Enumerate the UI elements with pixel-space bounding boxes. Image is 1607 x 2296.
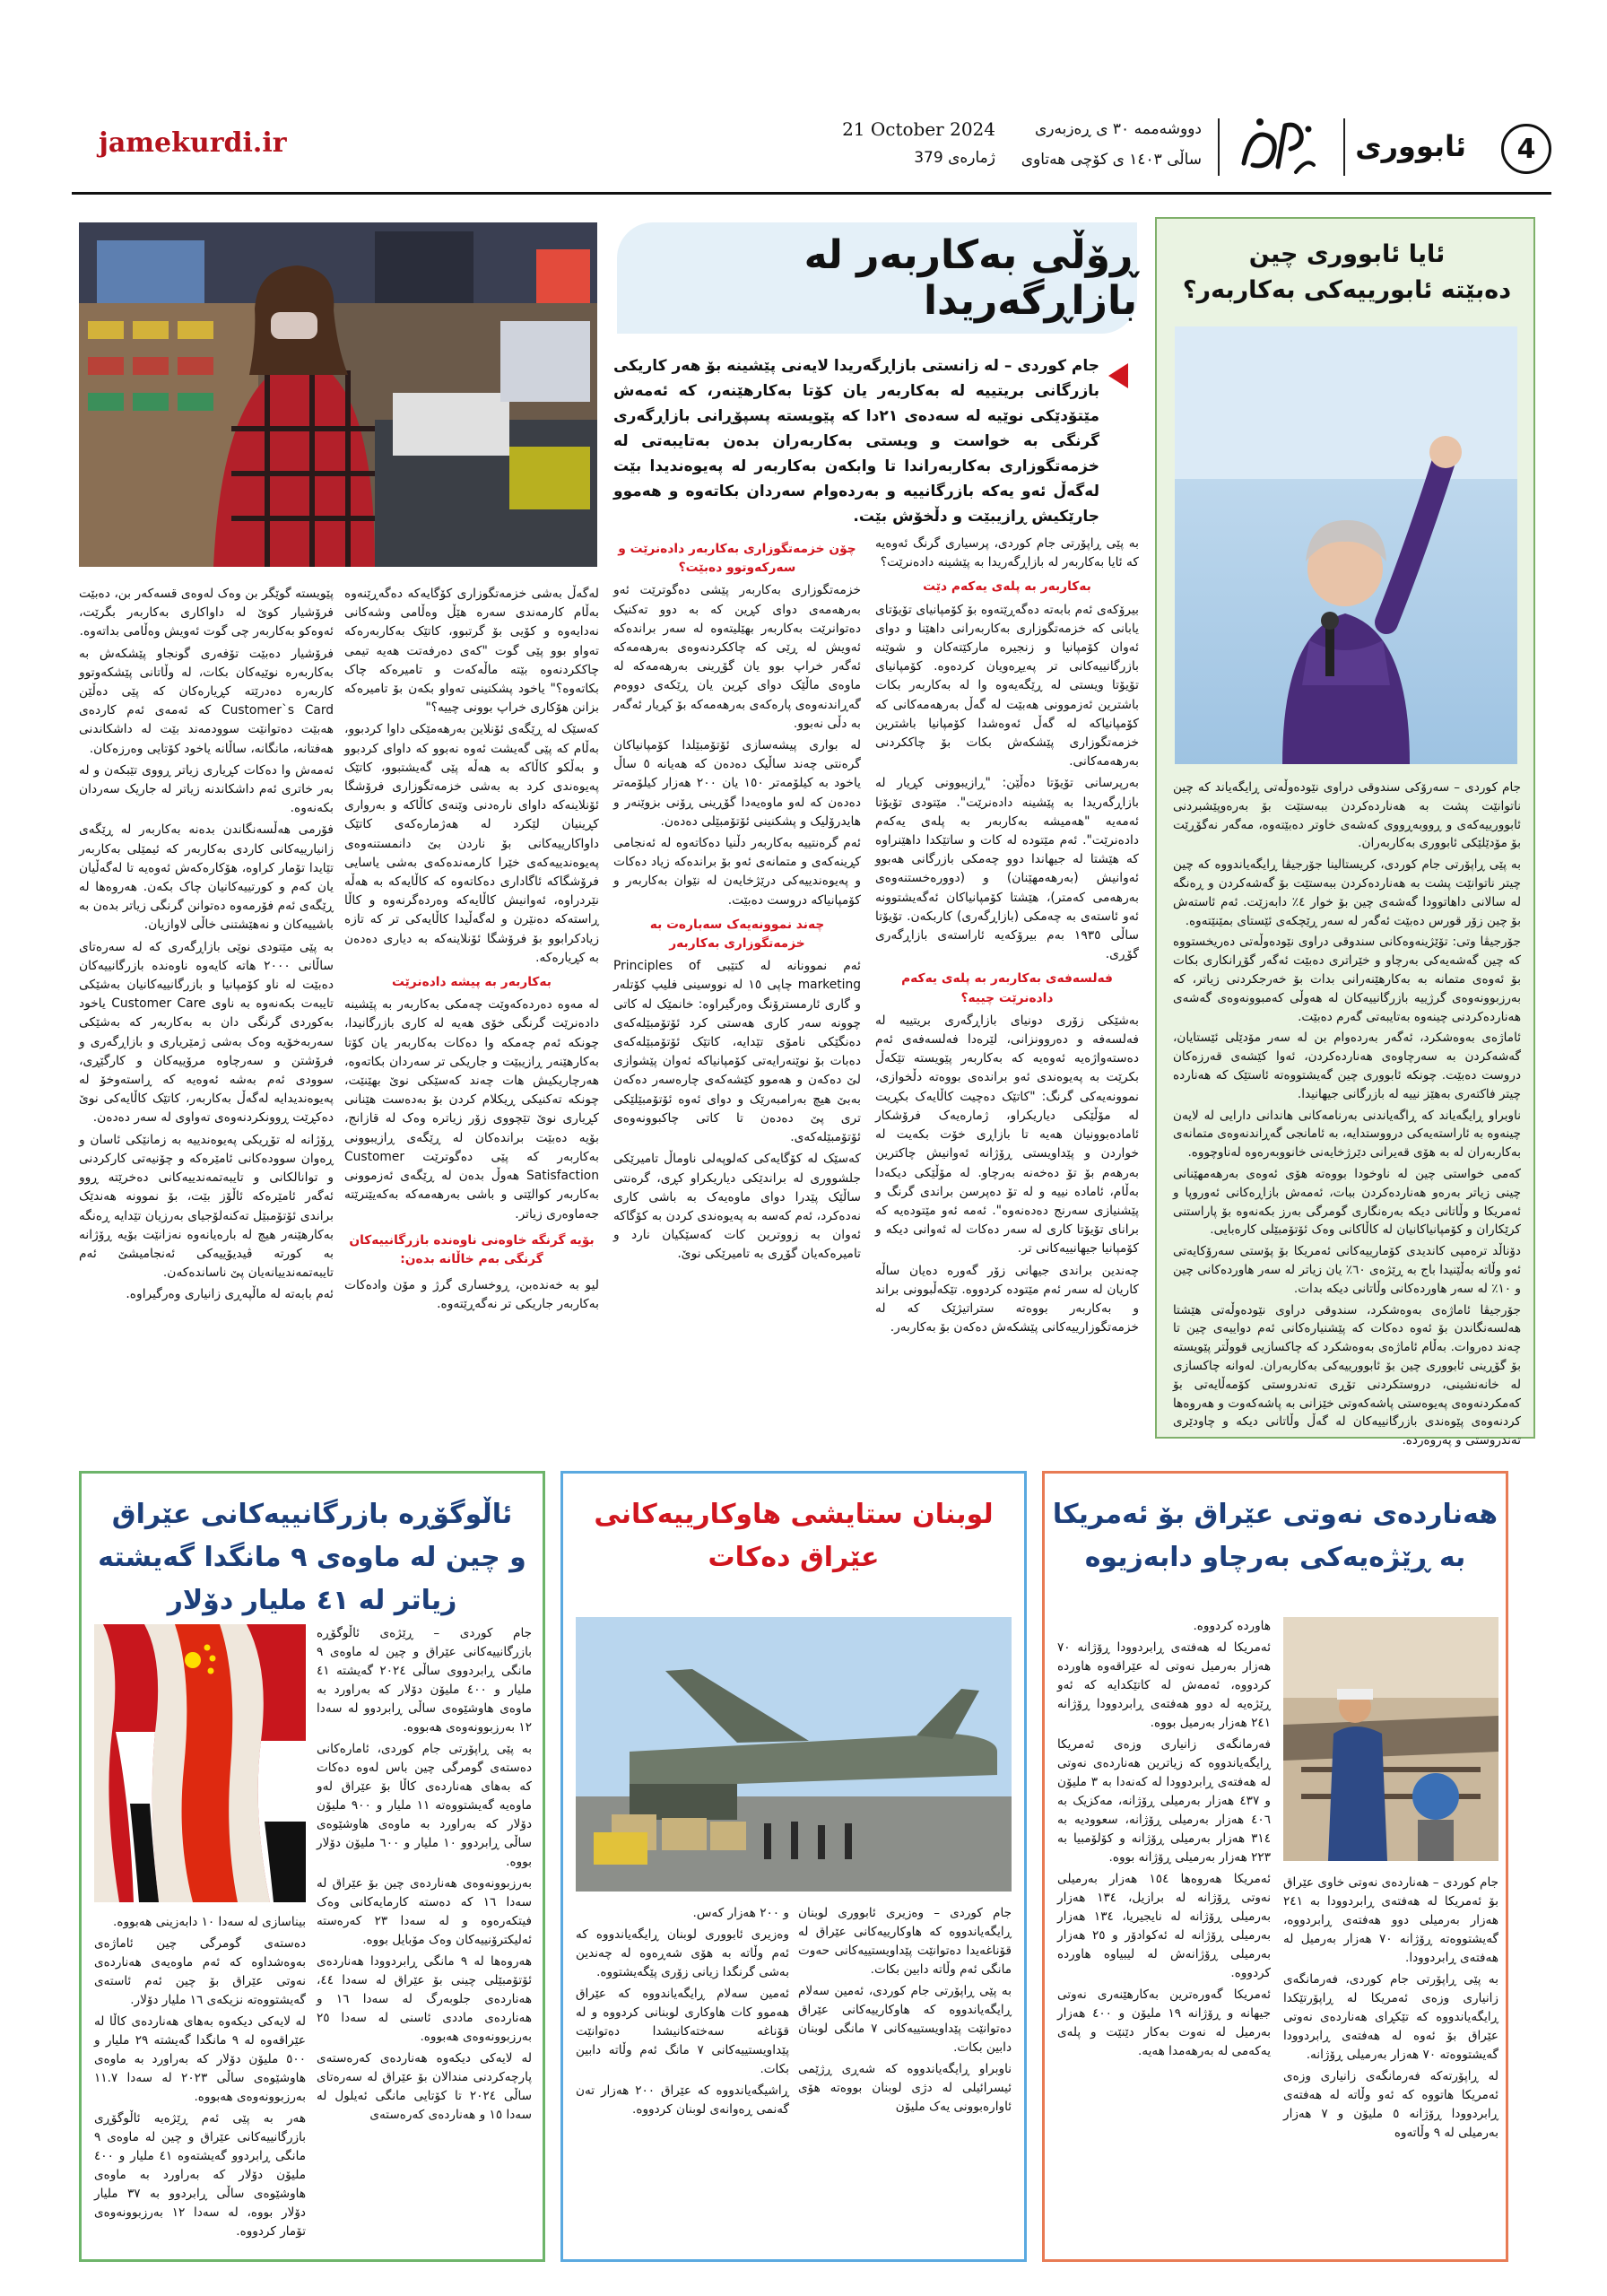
page-number: 4	[1501, 124, 1551, 174]
paragraph: ئەمریکا گەورەترین بەکارهێنەری نەوتی جیهانە و ڕۆژانە ١٩ ملیۆن و ٤٠٠ هەزار بەرمیل لە نەوت بەکار دێنێت و پلەی یەکەمی لە بەرهەمدا هەیە.	[1057, 1987, 1272, 2058]
aid-text-right	[798, 1904, 1012, 2250]
paragraph: ئاماژەی بەوەشکرد، ئەگەر بەردەوام بن لە سەر مۆدێلی ئێستایان، گەشەکردن بە سەرچاوەی هەناردەکردن، ئەوا کێشەی قەرزەکان دروست دەبێت. چونکە ئابووری چین گەیشتووەتە ئاستێک کە هەناردە چیتر فاکتەری بەهێز نییە لە بازرگانی جیهانیدا.	[1173, 1031, 1521, 1101]
paragraph: ئەمریکا هەروەها ١٥٤ هەزار بەرمیلی نەوتی ڕۆژانە لە برازیل، ١٣٤ هەزار بەرمیلی ڕۆژانە لە نایجیریا، ١٣٤ هەزار بەرمیلی ڕۆژانە لە ئەکوادۆر و ٢٥ هەزار بەرمیلی ڕۆژانەش لە لیبیاوە هاوردە کردووە.	[1057, 1872, 1272, 1980]
paragraph: کەمی خواستی چین لە ناوخودا بووەتە هۆی ئەوەی بەرهەمهێنانی چینی زیاتر بەرەو هەناردەکردن ببات، ئەمەش بازاڕەکانی ئەوروپا و ئەمریکا و وڵاتانی دیکە بەرەنگاری گومرگی بەرز بکەنەوە بۆ پاراستنی کرێکاران و کۆمپانیاکانیان لە کاڵاکانی وەک ئۆتۆمبێلی کارەبایی.	[1173, 1166, 1521, 1238]
article-column-3	[344, 585, 599, 1439]
column-subheading: بەکاربەر بە پلەی یەکەم دێت	[923, 579, 1091, 595]
speaker-photo	[1175, 326, 1517, 764]
section-name: ئابووری	[1355, 129, 1466, 163]
issue-date-english: 21 October 2024	[842, 118, 995, 140]
header-divider	[1218, 118, 1220, 176]
paragraph: ئەمریکا لە هەفتەی ڕابردوودا ڕۆژانە ٧٠ هەزار بەرمیل نەوتی لە عێراقەوە هاوردە کردووە، ئەمەش لە کاتێکدایە کە ئەو ڕێژەیە لە دوو هەفتەی ڕابردوودا ڕۆژانە ٢٤١ هەزار بەرمیل بووە.	[1057, 1640, 1271, 1730]
paragraph: جام کوردی – ڕێژەی ئاڵوگۆڕە بازرگانییەکانی عێراق و چین لە ماوەی ٩ مانگی ڕابردووی ساڵی ٢٠٢٤ گەیشتە ٤١ ملیار و ٤٠٠ ملیۆن دۆلار کە بەراورد بە ماوەی هاوشێوەی ساڵی ڕابردوو لە سەدا ١٢ بەرزبوونەوەی هەبووە.	[317, 1626, 533, 1735]
paragraph: دەستەی گومرگی چین ئاماژەی بەوەشداوە کە ئەم ماوەیەی هەناردەی نەوتی عێراق بۆ چین ئەم ئاستەی گەیشتووەتە نزیکەی ١٦ ملیار دۆلار.	[94, 1936, 306, 2007]
sidebar-headline: ئایا ئابووری چین دەبێتە ئابورییەکی بەکاربەر؟	[1182, 240, 1512, 304]
aid-text-left	[576, 1904, 789, 2250]
paragraph: جام کوردی – وەزیری ئابووری لوبنان ڕایگەیاندووە کە هاوکارییەکانی عێراق لە قۆناغەیدا دەتوانێت پێداویستییەکانی حەوت مانگی ئەم وڵاتە دابین بکات.	[798, 1906, 1012, 1977]
paragraph: ڕۆژانە لە تۆڕیکی پەیوەندییە بە زمانێکی ئاسان و ڕەوان سوودەکانی ئامێرەکە و چۆنیەتی کارکردنی و توانالکانی و تایبەتمەندییەکانی دەخرێتە ڕوو ئەگەر ئامێرەکە ئاڵۆز بێت، بۆ نموونە هەندێک براندی ئۆتۆمبێل تەکنەلۆجیای بەرزیان تێدایە ڕەنگە بەکارهێنەر هیچ لە بارەیانەوە نەزانێت بۆیە ڕۆژانە بە کورتە ڤیدیۆییەکی ئەنجامیشێ ئەم تایبەتمەندییانەیان پێ ناساندەکەن.	[79, 1132, 334, 1281]
paragraph: بە پێی مێتودی نوێی بازاڕگەری کە لە سەرەتای ساڵانی ٢٠٠٠ هاتە کایەوە ناوەندە بازرگانییەکان دەبێت لە ناو کۆمپانیا و بازرگانییەکانیان بەشێکی تایبەت بکەنەوە بە ناوی Customer Care یاخود بەکوردی گرنگی دان بە بەکاربەر کە بەشێکی سەربەخۆیە وەک بەشی ژمێریاری و بازاڕگەری و فرۆشتن و سەرچاوە مرۆییەکان و کارگێڕی، سوودی ئەم بەشە ئەوەیە کە ڕاستەوخۆ لە پەیوەندیدایە لەگەڵ بەکاربەر، کاتێک کاڵایەکی نوێ دەکڕێت ڕوونکردنەوەی تەواوی لە سەر دەدەن.	[79, 939, 334, 1126]
lead-arrow-icon	[1108, 363, 1128, 388]
paragraph: لەگەڵ بەشی خزمەتگوزاری کۆگایەکە دەگەڕێنەوە بەڵام کارمەندی سەرە هێڵ وەڵامی وشەکانی نەدایەوە و کۆیی بۆ گرتبوو، کاتێک بەکاربەرەکە تەواو بوو پێی گوت "کەی دەرفەتت هەیە تیمی چاککردنەوە بێتە ماڵەکەت و تامیرەکە چاک بکاتەوە؟" یاخود پشکنینی تەواو بکەن بۆ تامیرەکە بزانن هۆکاری خراپ بوونی چییە؟"	[344, 587, 599, 716]
column-subheading: چەند نموونەیەک سەبارەت بە خزمەتگوزاری بەکاربەر	[649, 917, 825, 952]
paragraph: لە ڕاپۆرتەکە فەرمانگەی زانیاری وزەی ئەمریکا هاتووە کە ئەو وڵاتە لە هەفتەی ڕابردوودا ڕۆژانە ٥ ملیۆن و ٧ هەزار بەرمیلی لە ٩ وڵاتەوە	[1283, 2069, 1499, 2140]
paragraph: چەندین براندی جیهانی زۆر گەورە دەیان ساڵە کاریان لە سەر ئەم مێتودە کردووە. تێکەڵبوونی براند و بەکاربەر بووەتە ستراتیژێک کە لە خزمەتگوزارییەکانی پێشکەش دەکەن بۆ بەکاربەر.	[875, 1263, 1139, 1335]
paragraph: لە بواری پیشەسازی ئۆتۆمبێلدا کۆمپانیاکان گرەنتی چەند ساڵیک دەدەن کە هەیانە ٥ ساڵ یاخود بە کیلۆمەتر ١٥٠ یان ٢٠٠ هەزار کیلۆمەتر دەدەن کە لەو ماوەیەدا گۆڕینی ڕۆنی بزوێنەر و هایدرۆلیک و پشکنینی ئۆتۆمبێلی دەدەن.	[613, 738, 861, 829]
main-headline: ڕۆڵی بەکاربەر لە بازاڕگەریدا	[804, 232, 1137, 324]
paragraph: ئەم نموونانە لە کتێبی Principles of marketing چاپی ١٥ لە نووسینی فلیپ کۆتلەر و گاری ئارمسترۆنگ وەرگیراوە: خانمێک لە کاتی چوونە سەر کاری هەستی کرد ئۆتۆمبێلەکەی دەنگێکی نامۆی تێدایە، کاتێک ئۆتۆمبێلەکەی دەبات بۆ نوێنەرایەتی کۆمپانیاکە ئەوان پێشوازی لێ دەکەن و هەموو کێشەکەی چارەسەر دەکەن بەبێ هیچ بەرامبەرێک و دوای ئەوە ئۆتۆمبێلێکی تری پێ دەدەن تا کاتی چاکبوونەوەی ئۆتۆمبێلەکەی.	[613, 959, 862, 1145]
main-lead-paragraph: جام کوردی – لە زانستی بازاڕگەریدا لایەنی پێشینە بۆ هەر کاریکی بازرگانی بریتییە لە بەکاربەر یان کۆتا بەکارهێنەر، کە ئەمەش مێتۆدێکی نوێیە لە سەدەی ٢١دا کە پێویستە پسپۆڕانی بازاڕگەری گرنگی بە خواست و ویستی بەکاربەران بدەن بەتایبەتی لە خزمەتگوزاری بەکاربەراندا تا وابکەن بەکاربەر لە پەیوەندیدا بێت لەگەڵ ئەو یەکە بازرگانییە و بەردەوام سەردان بکاتەوە و هەموو جارێکیش ڕازیبێت و دڵخۆش بێت.	[613, 357, 1099, 526]
paragraph: هاوردە کردووە.	[1193, 1619, 1271, 1633]
paragraph: و ٢٠٠ هەزار کەس.	[692, 1906, 789, 1920]
paragraph: خزمەتگوزاری بەکاربەر پێشی دەگوترێت ئەو بەرهەمەی دوای کڕین کە بە دوو تەکنیک دەتوانرێت بەکاربەر بهێلیتەوە لە سەر براندەکە ئەویش لە ڕێی کە چاککردنەوەی بەرهەمەکە ئەگەر خراپ بوو یان گۆڕینی بەرهەمەکە لە ماوەی ماڵێک دوای کڕین یان ڕێکەی دووەم گەڕاندنەوەی پارەکەی بەرهەمەکە بۆ کڕیار ئەگەر بە دڵی نەبوو.	[613, 583, 861, 731]
paragraph: بەرپرسانی تۆیۆتا دەڵێن: "ڕازیبوونی کڕیار لە بازاڕگەریدا بە پێشینە دادەنرێت". مێتودی تۆیۆتا ئەمەیە "هەمیشە بەکاربەر بە پلەی یەکەم دادەنرێت". ئەم مێتودە لە کات و ساتێکدا داهێنراوە کە هێشتا لە جیهاندا دوو چەمکی بازرگانی هەبوو ئەوانیش (بەرهەمهێنان) و (دوورەخستنەوەی بەرهەمی کەمتر)، هێشتا کۆمپانیاکان ئەگەیشتوونە ئەو ئاستەی بە چەمکی (بازاڕگەری) کاربکەن. تۆیۆتا ساڵی ١٩٣٥ بەم بیرۆکەیە ئاراستەی بازاڕگەری گۆڕی.	[875, 776, 1139, 962]
column-subheading: چۆن خزمەتگوزاری بەکاربەر دادەنرێت و سەرکەوتوو دەبێت؟	[618, 542, 856, 576]
paragraph: وەزیری ئابووری لوبنان ڕایگەیاندووە کە ئەم وڵاتە بە هۆی شەڕەوە لە چەندین بەشی گرنگدا زیانی زۆری پێگەیشتووە.	[576, 1927, 789, 1979]
paragraph: فەرمانگەی زانیاری وزەی ئەمریکا ڕایگەیاندووە کە زیاترین هەناردەی نەوتی لە هەفتەی ڕابردوودا لە کەنەدا بە ٣ ملیۆن و ٤٣٧ هەزار بەرمیلی ڕۆژانە، مەکزیک بە ٤٠٦ هەزار بەرمیلی ڕۆژانە، سعوودیە بە ٣١٤ هەزار بەرمیلی ڕۆژانە و کۆلۆمبیا بە ٢٢٣ هەزار بەرمیلی ڕۆژانە بووە.	[1057, 1737, 1272, 1865]
paragraph: جام کوردی – سەرۆکی سندوقی دراوی نێودەوڵەتی ڕایگەیاند کە چین ناتوانێت پشت بە هەناردەکردن ببەستێت بۆ بەرەوپێشبردنی ئابوورییەکەی و ڕووبەڕووی کەشەی خاوتر دەبێتەوە، مەگەر نەگۆڕێت بۆ مۆدێلێکی ئابووری بەکاربەران.	[1173, 780, 1521, 851]
paragraph: بیناسازی لە سەدا ١٠ دابەزینی هەبووە.	[113, 1915, 306, 1929]
oil-headline: هەناردەی نەوتی عێراق بۆ ئەمریکا بە ڕێژەیەکی بەرچاو دابەزیوە	[1052, 1499, 1498, 1573]
paragraph: ئەم بابەتە لە ماڵپەڕی زانیاری وەرگیراوە.	[126, 1287, 334, 1302]
sidebar-body-text	[1173, 778, 1522, 1448]
paragraph: لە مەوە دەردەکەوێت چەمکی بەکاربەر بە پێشینە دادەنرێت گرنگی خۆی هەیە لە کاری بازرگانیدا، چونکە ئەم چەمکە وا دەکات بەکاربەر یان کۆتا بەکارهێنەر ڕازیبێت و جاریکی تر سەردان بکاتەوە، هەرچاریکیش هات چەند کەسێکی نوێ بهێنێت، چونکە تەکنیکی ڕیکلام کردن بۆ بەدەست هێنانی کڕیاری نوێ تێچووی زۆر زیاترە وەک لە قازانج، بۆیە دەبێت براندەکان لە ڕێگەی ڕازیبوونی بەکاربەر کە پێی دەگوترێت Customer Satisfaction هەوڵ بدەن لە ڕێگەی ئەزموونی بەکاربەر کوالێتی و باشی بەرهەمەکە بەکەیێنرێتە جەماوەری زیاتر.	[344, 997, 599, 1222]
article-column-4	[79, 585, 334, 1439]
paragraph: فرۆشیار دەبێت تۆفەری گونجاو پێشکەش بە بەکاربەرە نوێیەکان بکات، لە وڵاتانی پێشکەوتوو کاربەرە دەدرێتە کڕیارەکان کە پێی دەڵێن Customer`s Card کە ئەمەی ئەم کاردەی هەبێت دەتوانێت سوودمەند بێت لە داشکاندنی هەفتانە، مانگانە، ساڵانە یاخود کۆتایی وەرزەکان.	[79, 646, 334, 756]
paragraph: هەروەها لە ٩ مانگی ڕابردوودا هەناردەی ئۆتۆمبێلی چینی بۆ عێراق لە سەدا ٤٤، هەناردەی جلوبەرگ لە سەدا ١٦ و هەناردەی ماددی ئاسنی لە سەدا ٢٥ بەرزبوونەوەی هەبووە.	[317, 1954, 532, 2044]
article-box-iraq-oil-exports	[1042, 1471, 1508, 2262]
paragraph: لە لایەکی دیکەوە هەناردەی کەرەستەی پارچەکردنی مندالان بۆ عێراق لە سەرەتای ساڵی ٢٠٢٤ تا کۆتایی مانگی ئەیلول لە سەدا ١٥ و هەناردەی کەرەستەی	[317, 2051, 532, 2122]
issue-number: ژمارەی 379	[914, 149, 995, 167]
paragraph: ئەمەش وا دەکات کڕیاری زیاتر ڕووی تێبکەن و لە بەر خاتری ئەم داشکاندنە زیاتر لە جاریک سەردان بکەنەوە.	[79, 762, 334, 816]
paragraph: جۆرجیڤا ئاماژەی بەوەشکرد، سندوقی دراوی نێودەوڵەتی هێشتا هەلسەنگاندن بۆ ئەوە دەکات کە پێشنیارەکانی ئەم دواییەی چین تا چەند دەروات. بەڵام ئاماژەی بەوەشکرد کە چاکسازیی قووڵتر پێویستە بۆ گۆڕینی ئابووری چین بۆ ئابوورییەکی بەکاربەران. لەوانە چاکسازی لە خانەنشینی، دروستکردنی تۆڕی تەندروستی کۆمەڵایەتی بۆ کەمکردنەوەی پەیوەستی پاشەکەوتی خێزانی بە پاشەکەوت و هەروەها کردنەوەی پێوەندی بازرگانییەکان لە گەڵ وڵاتانی دیکە و چاودێری تەندروستی و پەروەردە.	[1173, 1302, 1521, 1448]
paragraph: بە پێی ڕاپۆرتی جام کوردی، ئامارەکانی دەستەی گومرگی چین باس لەوە دەکات کە بەهای هەناردەی کاڵا بۆ عێراق لەو ماوەیە گەیشتووەتە ١١ ملیار و ٩٠٠ ملیۆن دۆلار کە بەراورد بە ماوەی هاوشێوەی ساڵی ڕابردوو ١٠ ملیار و ٦٠٠ ملیۆن دۆلار بووە.	[317, 1742, 533, 1869]
paragraph: بە پێی ڕاپۆرتی جام کوردی، ئەمین سەلام ڕایگەیاندووە کە هاوکارییەکانی عێراق دەتوانێت پێداویستییەکانی ٧ مانگی لوبنان دابین بکات.	[798, 1984, 1012, 2055]
iraq-china-flags-photo	[94, 1624, 306, 1902]
paragraph: دۆناڵد ترەمپی کاندیدی کۆمارییەکانی ئەمریکا بۆ پۆستی سەرۆکایەتی ئەو وڵاتە بەڵێنیدا باج بە ڕێژەی ٦٠٪ یان زیاتر لە سەر هاوردەکانی چین و ١٠٪ لە سەر هاوردەکانی وڵاتانی دیکە بدات.	[1173, 1244, 1522, 1296]
page-header	[72, 106, 1551, 196]
oil-field-photo	[1283, 1617, 1498, 1861]
paragraph: بە پێی ڕاپۆرتی جام کوردی، پرسیاری گرنگ ئەوەیە کە ئایا بەکاربەر لە بازاڕگەریدا بە پێشینە دادەنرێت؟	[875, 536, 1139, 570]
column-pull-quote: بۆیە گرنگە خاوەنی ناوەندە بازرگانییەکان گرنگی بەم خاڵانە بدەن:	[349, 1232, 595, 1266]
issue-date-kurdish: دووشەممە ٣٠ ی ڕەزبەری	[1034, 120, 1202, 138]
paragraph: لە لایەکی دیکەوە بەهای هەناردەی کاڵا لە عێراقەوە لە ٩ مانگدا گەیشتە ٢٩ ملیار و ٥٠٠ ملیۆن دۆلار کە بەراورد بە ماوەی هاوشێوەی ساڵی ٢٠٢٣ لە سەدا ١١.٧ بەرزبوونەوەی هەبووە.	[94, 2014, 306, 2104]
trade-headline: ئاڵوگۆڕە بازرگانییەکانی عێراق و چین لە ماوەی ٩ مانگدا گەیشتە زیاتر لە ٤١ ملیار دۆلار	[98, 1499, 526, 1616]
paragraph: ڕاشیگەیاندووە کە عێراق ٢٠٠ هەزار تەن گەنمی ڕەوانەی لوبنان کردووە.	[576, 2083, 789, 2117]
oil-text-left	[1057, 1617, 1271, 2250]
article-box-iraq-china-trade	[79, 1471, 545, 2262]
column-subheading: فەلسەفەی بەکاربەر بە پلەی یەکەم دادەنرێت چییە؟	[901, 971, 1113, 1005]
paragraph: کەسێک لە کۆگایەکی کەلوپەلی ناوماڵ تامیرێکی جلشووری لە براندێکی دیاریکراو کڕی، گرەنتی ساڵێک پێدرا دوای ماوەیەک بە باشی کاری نەدەکرد، ئەم کەسە بە پەیوەندی کردن بە کۆگاکە ئەوان بە زووترین کات کەسێکیان نارد و تامیرەکەیان گۆڕی بە تامیرێکی نوێ.	[613, 1152, 861, 1262]
header-rule	[72, 192, 1551, 195]
paragraph: بیرۆکەی ئەم بابەتە دەگەڕێتەوە بۆ کۆمپانیای تۆیۆتای یابانی کە خزمەتگوزاری بەکاربەرانی داهێنا و دوای ئەوان کۆمپانیا و زنجیرە مارکێتەکان و شوێنە بازرگانییەکانی تر پەیڕەویان کردەوە. کۆمپانیای تۆیۆتا ویستی لە ڕێگەیەوە وا لە بەکاربەر بکات باشترین ئەزموونی هەبێت لە گەڵ بەرهەمەکانی کە کۆمپانیاکە لە گەڵ ئەوەشدا کۆمپانیا باشترین خزمەتگوزاری پێشکەش بکات بۆ چاککردنی بەرهەمەکانی.	[875, 602, 1139, 770]
paragraph: ئەمین سەلام ڕایگەیاندووە کە عێراق هەموو کات هاوکاری لوبنانی کردووە و لە قۆناغە سەختەکانیشدا دەتوانێت پێداویستییەکانی ٧ مانگ ئەم وڵاتە دابین بکات.	[576, 1987, 789, 2076]
website-link[interactable]: jamekurdi.ir	[99, 127, 287, 159]
paragraph: بەرزبوونەوەی هەناردەی چین بۆ عێراق لە سەدا ١٦ کە دەستە کارمایەکانی وەک فیتکەرەوە و لە سەدا ٢٣ کەرەستە ئەلیکترۆنییەکان وەک مۆبایل بووە.	[317, 1876, 532, 1947]
paragraph: جۆرجیڤا وتی: تۆێژینەوەکانی سندوقی دراوی نێودەوڵەتی دەریخستووە کە چین گەشەیەکی بەرچاو و خێراتری دەبێت ئەگەر گۆڕانکاری بکات بۆ ئەوەی متمانە بە بەکارهێنەرانی بدات بۆ خەرجکردنی زیاتر، کە بەرزبوونەوەی گرژییە بازرگانییەکان لە هەوڵی کەمبوونەوەی گەشەی هەناردەکردنی چینەوە بەتایبەتی گەرم دەبێت.	[1173, 935, 1521, 1024]
paragraph: لیو بە خەندەبن، ڕوخساری گرژ و مۆن وادەکات بەکاربەر جاریکی تر نەگەڕێتەوە.	[344, 1278, 599, 1312]
paragraph: فۆرمی هەڵسەنگاندن بدەنە بەکاربەر لە ڕێگەی زانیارییەکانی کاردی بەکاربەر کە ئیمێلی بەکاربەر تێایدا تۆمار کراوە، هۆکارەکەش ئەوەیە تا لەگەڵیان یان کەم و کورتییەکانیان چاک بکەن. هەروەها لە ڕێگەی ئەم فۆرمەوە دەتوانن گرنگی زیاتر بدەن بە باشییەکان و نەهێشتنی خاڵی لاوازیان.	[79, 822, 334, 933]
main-headline-box	[617, 222, 1137, 334]
sidebar-article-china-economy	[1155, 217, 1535, 1448]
article-box-lebanon-aid	[560, 1471, 1027, 2262]
oil-text-right	[1283, 1874, 1498, 2250]
issue-year-kurdish: ساڵی ١٤٠٣ ی کۆچی هەتاوی	[1021, 151, 1202, 169]
paragraph: کەسێک لە ڕێگەی ئۆنلاین بەرهەمێکی داوا کردبوو، بەڵام کە پێی گەیشت ئەوە نەبوو کە داوای کردبوو و بەڵکو کاڵاکە بە هەڵە پێی گەیشتبوو، کاتێک پەیوەندی کرد بە بەشی خزمەتگوزاری فرۆشگا ئۆنلاینەکە داوای نارەدنی وێنەی کاڵاکە و بەرواری کڕینیان لێکرد لە هەژمارەکەی کاتێک داواکارییەکانی بۆ ناردن بێ دانمستنەوەی پەیوەندییەکەی خێرا کارمەندەکەی بەشی یاسایی فرۆشگاکە ئاگاداری دەکاتەوە کە کاڵایەکە بە هەڵە نێردراوە، ئەوانیش کاڵایەکە وەردەگرنەوە و کاڵا ڕاستەکە دەنێرن و لەگەڵیدا کاڵایەکی تر کە تازە زیادکرابوو بۆ فرۆشگا ئۆنلاینەکە بە دیاری دەدەن بە کڕیارەکە.	[344, 722, 599, 965]
header-divider	[1343, 118, 1345, 176]
column-subheading: بەکاربەر بە پیشە دادەنرێت	[392, 975, 552, 990]
paragraph: بە پێی ڕاپۆرتی جام کوردی، فەرمانگەی زانیاری وزەی ئەمریکا لە ڕاپۆرتێکدا ڕایگەیاندووە کە تێکڕای هەناردەی نەوتی عێراق بۆ ئەوە لە هەفتەی ڕابردوودا گەیشتووەتە ٧٠ هەزار بەرمیلی ڕۆژانە.	[1283, 1972, 1498, 2062]
paragraph: ئەم گرەنتییە بەکاربەر دڵنیا دەکاتەوە لە ئەنجامی کڕینەکەی و متمانەی ئەو بۆ براندەکە زیاد دەکات و پەیوەندییەکی درێژخایەن لە نێوان بەکاربەر و کۆمپانیاکە دروست دەبێت.	[613, 836, 861, 908]
paragraph: ناوبراو ڕایگەیاند کە ڕاگەیاندنی بەرنامەکانی هاندانی دارایی لە لایەن چینەوە بە ئاراستەیەکی درووستدایە، بە ئامانجی گەڕاندنەوەی متمانەی بەکاربەران لە بە هۆی قەیرانی دێرژخایەنی خانووبەرەوە لەناوچووە.	[1173, 1108, 1521, 1161]
article-column-1	[875, 535, 1139, 1439]
paragraph: ناوبراو ڕایگەیاندووە کە شەڕی ڕژێمی ئیسرائیلی لە دژی لوبنان بووەتە هۆی ئاوارەبوونی یەک ملیۆن	[798, 2062, 1012, 2114]
paragraph: پێویستە گوێگر بن وەک لەوەی قسەکەر بن، دەبێت فرۆشیار کوێ لە داواکاری بەکاربەر بگرێت، ئەوەکو بەکاربەر چی گوت ئەویش وەڵامی بداتەوە.	[79, 587, 334, 639]
cargo-plane-photo	[576, 1617, 1012, 1892]
trade-text-right	[317, 1624, 532, 2250]
trade-text-left	[94, 1913, 306, 2250]
supermarket-photo	[79, 222, 597, 567]
paragraph: هەر بە پێی ئەم ڕێژەیە ئاڵوگۆڕی بازرگانییەکانی عێراق و چین لە ماوەی ٩ مانگی ڕابردوو گەیشتەوە ٤١ ملیار و ٤٠٠ ملیۆن دۆلار کە بەراورد بە ماوەی هاوشێوەی ساڵی ڕابردوو بە ٣٧ ملیار دۆلار بووە، لە سەدا ١٢ بەرزبوونەوەی تۆمار کردووە.	[94, 2111, 306, 2239]
article-column-2	[613, 535, 861, 1439]
paragraph: جام کوردی – هەناردەی نەوتی خاوی عێراق بۆ ئەمریکا لە هەفتەی ڕابردوودا بە ٢٤١ هەزار بەرمیلی دوو هەفتەی ڕابردووە، گەیشتووەتە ڕۆژانە ٧٠ هەزار بەرمیل لە هەفتەی ڕابردوودا.	[1283, 1875, 1498, 1965]
aid-headline: لوبنان ستایشی هاوکارییەکانی عێراق دەکات	[594, 1499, 994, 1573]
paragraph: بە پێی ڕاپۆرتی جام کوردی، کریستالینا جۆرجیڤا ڕایگەیاندووە کە چین چیتر ناتوانێت پشت بە هەناردەکردن ببەستێت بۆ گەشەکردن و ڕەنگە لە سالانی داهاتوودا گەشەی چین بۆ خوار ٤٪ دابەزێت. ئەم ئاستەش بۆ چین زۆر قورس دەبێت ئەگەر لە سەر ڕێچکەی ئێستای بمێنێتەوە.	[1173, 857, 1521, 928]
newspaper-logo-icon	[1233, 109, 1323, 185]
paragraph: بەشێکی زۆری دونیای بازاڕگەری بریتییە لە فەلسەفە و دەروونزانی، لێرەدا فەلسەفەی ئەم دەستەواژەیە ئەوەیە کە بەکاربەر پێویستە تێکەڵ بکرێت بە پەیوەندی ئەو براندەی بووەتە دڵخوازی، نموونەیەکی گرنگ: "کاتێک دەچیت کاڵایەک بکڕیت لە مۆڵێکی دیاریکراو، ژمارەیەک فرۆشکار ئامادەبوونیان هەیە تا بازاڕی خۆت بکەیت لە خواردن و پێداویستی ڕۆژانە ئەوانیش چاکترین بەرهەم بۆ تۆ دەخەنە بەرچاو. لە مۆڵێکی دیکەدا بەڵام، ئامادە نییە و لە تۆ دەپرسن براندی گرنگ و پێشنیازی سەرنج دەدەنەوە". ئەمە ئەو مێتودەیە کە برانای تۆیۆتا کاری لە سەر دەکات لە ئەوانی دیکە و کۆمپانیا جیهانییەکانی تر.	[875, 1013, 1139, 1257]
